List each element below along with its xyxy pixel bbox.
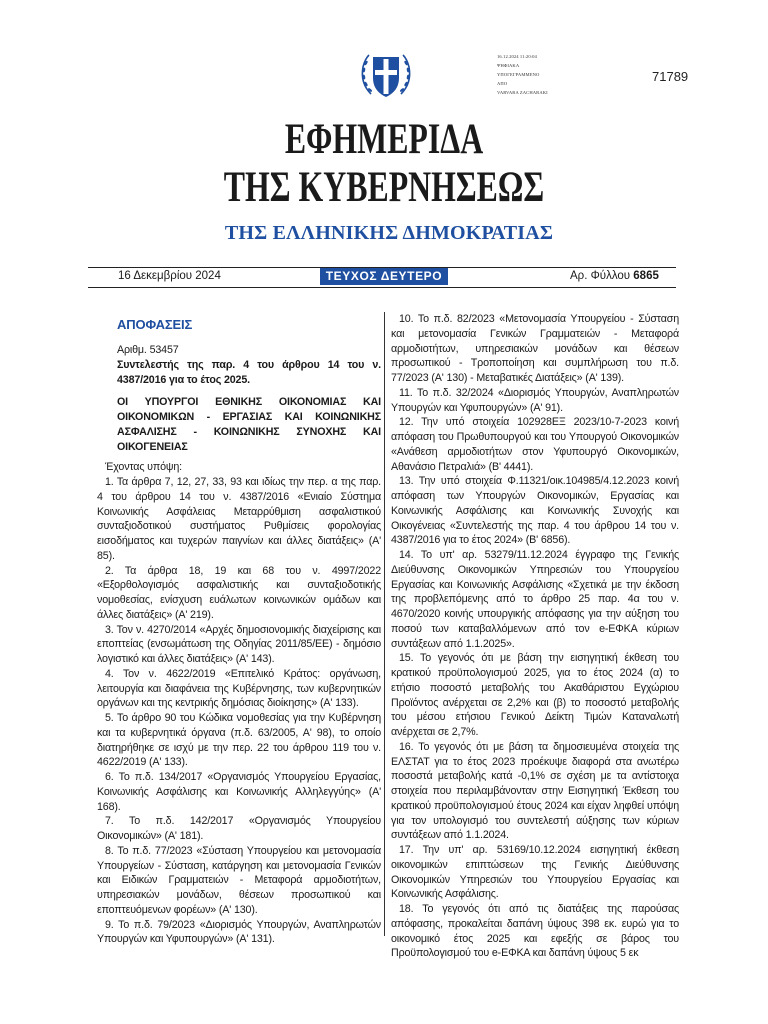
- paragraph: 7. Το π.δ. 142/2017 «Οργανισμός Υπουργείου Οικονομικών» (Α' 181).: [97, 815, 381, 842]
- signature-line: ΨΗΦΙΑΚΑ: [497, 63, 520, 68]
- paragraph: 4. Τον ν. 4622/2019 «Επιτελικό Κράτος: οργάνωση, λειτουργία και διαφάνεια της Κυβέρνησης, των κυβερνητικών οργάνων και της κεντρικής δημόσιας διοίκησης» (Α' 133).: [97, 667, 381, 710]
- paragraph: 9. Το π.δ. 79/2023 «Διορισμός Υπουργών, Αναπληρωτών Υπουργών και Υφυπουργών» (Α' 131).: [97, 918, 381, 946]
- gazette-title-line1: ΕΦΗΜΕΡΙΔΑ: [284, 116, 484, 163]
- page-number: 71789: [652, 69, 689, 84]
- issue-badge: ΤΕΥΧΟΣ ΔΕΥΤΕΡΟ: [320, 268, 448, 285]
- paragraph: 12. Την υπό στοιχεία 102928ΕΞ 2023/10-7-2023 κοινή απόφαση του Πρωθυπουργού και του Υπουργού Οικονομικών «Ανάθεση αρμοδιοτήτων στον Υφυπουργό Οικονομικών, Αθανάσιο Πετραλιά» (Β' 4441).: [391, 416, 679, 473]
- digital-signature-stamp: [497, 52, 548, 97]
- paragraph: 17. Την υπ' αρ. 53169/10.12.2024 εισηγητική έκθεση οικονομικών επιπτώσεων της Γενικής Διεύθυνσης Οικονομικών Υπηρεσιών του Υπουργείου Εργασίας και Κοινωνικής Ασφάλισης.: [391, 844, 679, 901]
- paragraph: 3. Τον ν. 4270/2014 «Αρχές δημοσιονομικής διαχείρισης και εποπτείας (ενσωμάτωση της Οδηγίας 2011/85/ΕΕ) - δημόσιο λογιστικό και άλλες διατάξεις» (Α' 143).: [97, 623, 381, 665]
- paragraph: 15. Το γεγονός ότι με βάση την εισηγητική έκθεση του κρατικού προϋπολογισμού 2025, για το έτος 2024 (α) το ετήσιο ποσοστό μεταβολής του Ακαθάριστου Εγχώριου Προϊόντος ανέρχεται σε 2,2% και (β) το ποσοστό μεταβολής του μέσου ετήσιου Γενικού Δείκτη Τιμών Καταναλωτή ανέρχεται σε 2,7%.: [391, 652, 679, 738]
- paragraph: 1. Τα άρθρα 7, 12, 27, 33, 93 και ιδίως την περ. α της παρ. 4 του άρθρου 14 του ν. 4387/2016 «Ενιαίο Σύστημα Κοινωνικής Ασφάλειας Μεταρρύθμιση ασφαλιστικού συνταξιοδοτικού συστήματος Ρυθμίσεις φορολογίας εισοδήματος και τυχερών παιγνίων και άλλες διατάξεις» (Α' 85).: [97, 476, 381, 562]
- issue-date: 16 Δεκεμβρίου 2024: [118, 270, 221, 282]
- sheet-number: [570, 270, 659, 282]
- decision-subject: Συντελεστής της παρ. 4 του άρθρου 14 του ν. 4387/2016 για το έτος 2025.: [117, 358, 381, 386]
- gazette-title-line2: ΤΗΣ ΚΥΒΕΡΝΗΣΕΩΣ: [223, 164, 545, 211]
- paragraph: 2. Τα άρθρα 18, 19 και 68 του ν. 4997/2022 «Εξορθολογισμός ασφαλιστικής και συνταξιοδοτικής νομοθεσίας, ενίσχυση ευάλωτων κοινωνικών ομάδων και άλλες διατάξεις» (Α' 219).: [97, 564, 381, 621]
- paragraph: 10. Το π.δ. 82/2023 «Μετονομασία Υπουργείου - Σύσταση και μετονομασία Γενικών Γραμματειών - Μεταφορά αρμοδιοτήτων, υπηρεσιακών μονάδων και θέσεων προσωπικού - Τροποποίηση και συμπλήρωση του π.δ. 77/2023 (Α' 130) - Μεταβατικές Διατάξεις» (Α' 139).: [391, 313, 679, 384]
- decision-number: Αριθμ. 53457: [117, 344, 179, 356]
- sheet-label: Αρ. Φύλλου: [570, 270, 631, 282]
- signature-line: 16.12.2024 11:20:04: [497, 54, 537, 59]
- right-column: [391, 312, 679, 961]
- signature-line: ΑΠΟ: [497, 81, 508, 86]
- greek-coat-of-arms-icon: [356, 45, 416, 105]
- column-divider: [384, 312, 385, 936]
- paragraph: 18. Το γεγονός ότι από τις διατάξεις της παρούσας απόφασης, προκαλείται δαπάνη ύψους 398 εκ. ευρώ για το οικονομικό έτος 2025 και εφεξής σε βάρος του Προϋπολογισμού του e-ΕΦΚΑ και δαπάνη ύψους 5 εκ: [391, 903, 679, 960]
- signature-line: ΥΠΟΓΕΓΡΑΜΜΕΝΟ: [497, 72, 540, 77]
- left-column: [97, 312, 381, 947]
- paragraph: 6. Το π.δ. 134/2017 «Οργανισμός Υπουργείου Εργασίας, Κοινωνικής Ασφάλισης και Κοινωνικής Αλληλεγγύης» (Α' 168).: [97, 771, 381, 813]
- ministers-block: ΟΙ ΥΠΟΥΡΓΟΙ ΕΘΝΙΚΗΣ ΟΙΚΟΝΟΜΙΑΣ ΚΑΙ ΟΙΚΟΝΟΜΙΚΩΝ - ΕΡΓΑΣΙΑΣ ΚΑΙ ΚΟΙΝΩΝΙΚΗΣ ΑΣΦΑΛΙΣΗΣ - ΚΟΙΝΩΝΙΚΗΣ ΣΥΝΟΧΗΣ ΚΑΙ ΟΙΚΟΓΕΝΕΙΑΣ: [117, 396, 381, 453]
- sheet-number-value: 6865: [633, 270, 659, 282]
- signature-line: VARVARA ZACHARAKI: [497, 90, 548, 95]
- paragraph: 13. Την υπό στοιχεία Φ.11321/οικ.104985/4.12.2023 κοινή απόφαση των Υπουργών Οικονομικών, Εργασίας και Κοινωνικής Ασφάλισης και Κοινωνικής Συνοχής και Οικογένειας «Συντελεστής της παρ. 4 του άρθρου 14 του ν. 4387/2016 για το έτος 2024» (Β' 6856).: [391, 475, 679, 547]
- paragraph: 5. Το άρθρο 90 του Κώδικα νομοθεσίας για την Κυβέρνηση και τα κυβερνητικά όργανα (π.δ. 63/2005, Α' 98), το οποίο διατηρήθηκε σε ισχύ με την περ. 22 του άρθρου 119 του ν. 4622/2019 (Α' 133).: [97, 712, 381, 769]
- paragraph: 8. Το π.δ. 77/2023 «Σύσταση Υπουργείου και μετονομασία Υπουργείων - Σύσταση, κατάργηση και μετονομασία Γενικών και Ειδικών Γραμματειών - Μεταφορά αρμοδιοτήτων, υπηρεσιακών μονάδων, θέσεων προσωπικού και εποπτευόμενων φορέων» (Α' 130).: [97, 844, 381, 916]
- intro-text: Έχοντας υπόψη:: [105, 461, 182, 474]
- paragraph: 16. Το γεγονός ότι με βάση τα δημοσιευμένα στοιχεία της ΕΛΣΤΑΤ για το έτος 2023 προέκυψε διαφορά στα ανωτέρω ποσοστά μεταβολής κατά -0,1% σε σχέση με τα αντίστοιχα στοιχεία που περιλαμβάνονταν στην Εισηγητική Έκθεση του κρατικού προϋπολογισμού έτους 2024 και είχαν ληφθεί υπόψη για τον υπολογισμό του συντελεστή αύξησης των κύριων συντάξεων από 1.1.2024.: [391, 740, 679, 842]
- section-heading: ΑΠΟΦΑΣΕΙΣ: [117, 317, 193, 332]
- paragraph: 11. Το π.δ. 32/2024 «Διορισμός Υπουργών, Αναπληρωτών Υπουργών και Υφυπουργών» (Α' 91).: [391, 386, 679, 414]
- gazette-subtitle: ΤΗΣ ΕΛΛΗΝΙΚΗΣ ΔΗΜΟΚΡΑΤΙΑΣ: [224, 222, 554, 244]
- paragraph: 14. Το υπ' αρ. 53279/11.12.2024 έγγραφο της Γενικής Διεύθυνσης Οικονομικών Υπηρεσιών του Υπουργείου Εργασίας και Κοινωνικής Ασφάλισης «Σχετικά με την έκδοση της προβλεπόμενης από το άρθρο 25 παρ. 4α του ν. 4670/2020 κοινής υπουργικής απόφασης για την αύξηση του ποσού των καταβαλλόμενων από τον e-ΕΦΚΑ κύριων συντάξεων από 1.1.2025».: [391, 549, 679, 650]
- header-rule-bottom: [88, 287, 676, 288]
